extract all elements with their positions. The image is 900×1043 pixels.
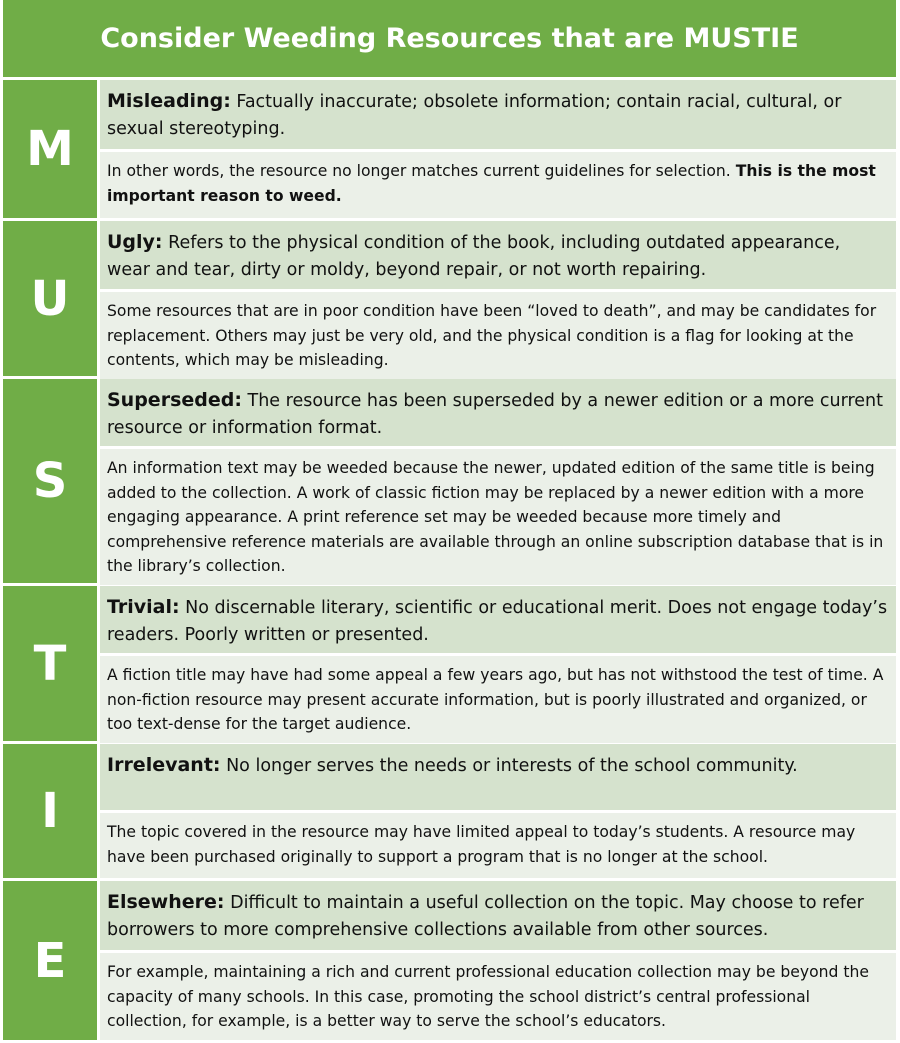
term-label: Irrelevant: (107, 754, 221, 776)
row-ugly (3, 221, 896, 379)
example-text: The topic covered in the resource may have limited appeal to today’s students. A resource may have been purchased originally to support a program that is no longer at the school. (107, 823, 856, 866)
example-text: For example, maintaining a rich and current professional education collection may be beyond the capacity of many schools. In this case, promoting the school district’s central professional collection, for example, is a better way to serve the school’s educators. (107, 963, 869, 1030)
table-title: Consider Weeding Resources that are MUSTIE (3, 0, 896, 80)
example-cell (100, 813, 896, 878)
mustie-table (3, 0, 896, 1040)
definition-text: The resource has been superseded by a newer edition or a more current resource or information format. (107, 391, 883, 438)
definition-cell (100, 881, 896, 953)
row-elsewhere (3, 881, 896, 1040)
definition-text: Factually inaccurate; obsolete information; contain racial, cultural, or sexual stereotyping. (107, 92, 842, 139)
example-emphasis: This is the most important reason to weed. (107, 162, 876, 205)
row-irrelevant (3, 744, 896, 881)
definition-cell (100, 379, 896, 449)
definition-text: Refers to the physical condition of the book, including outdated appearance, wear and tear, dirty or moldy, beyond repair, or not worth repairing. (107, 233, 841, 280)
row-letter: M (3, 80, 100, 218)
definition-text: Difficult to maintain a useful collection on the topic. May choose to refer borrowers to more comprehensive collections available from other sources. (107, 893, 864, 940)
term-label: Misleading: (107, 90, 231, 112)
example-cell (100, 152, 896, 218)
definition-cell (100, 221, 896, 292)
definition-text: No longer serves the needs or interests of the school community. (226, 756, 798, 776)
row-letter: E (3, 881, 100, 1040)
example-cell (100, 292, 896, 379)
definition-cell (100, 744, 896, 813)
term-label: Superseded: (107, 389, 242, 411)
term-label: Elsewhere: (107, 891, 225, 913)
example-text: In other words, the resource no longer matches current guidelines for selection. (107, 162, 731, 180)
row-letter: T (3, 586, 100, 741)
definition-text: No discernable literary, scientific or educational merit. Does not engage today’s readers. Poorly written or presented. (107, 598, 888, 645)
example-text: A fiction title may have had some appeal a few years ago, but has not withstood the test of time. A non-fiction resource may present accurate information, but is poorly illustrated and organized, or too text-dense for the target audience. (107, 666, 884, 733)
example-text: Some resources that are in poor condition have been “loved to death”, and may be candidates for replacement. Others may just be very old, and the physical condition is a flag for looking at the contents, which may be misleading. (107, 302, 877, 369)
example-cell (100, 449, 896, 585)
example-cell (100, 656, 896, 743)
example-cell (100, 953, 896, 1040)
row-trivial (3, 586, 896, 744)
term-label: Trivial: (107, 596, 180, 618)
row-superseded (3, 379, 896, 586)
term-label: Ugly: (107, 231, 163, 253)
definition-cell (100, 586, 896, 656)
row-letter: I (3, 744, 100, 878)
definition-cell (100, 80, 896, 152)
row-letter: S (3, 379, 100, 583)
example-text: An information text may be weeded because the newer, updated edition of the same title is being added to the collection. A work of classic fiction may be replaced by a newer edition with a more engaging appearance. A print reference set may be weeded because more timely and comprehensive reference materials are available through an online subscription database that is in the library’s collection. (107, 459, 884, 575)
row-letter: U (3, 221, 100, 376)
row-misleading (3, 80, 896, 221)
